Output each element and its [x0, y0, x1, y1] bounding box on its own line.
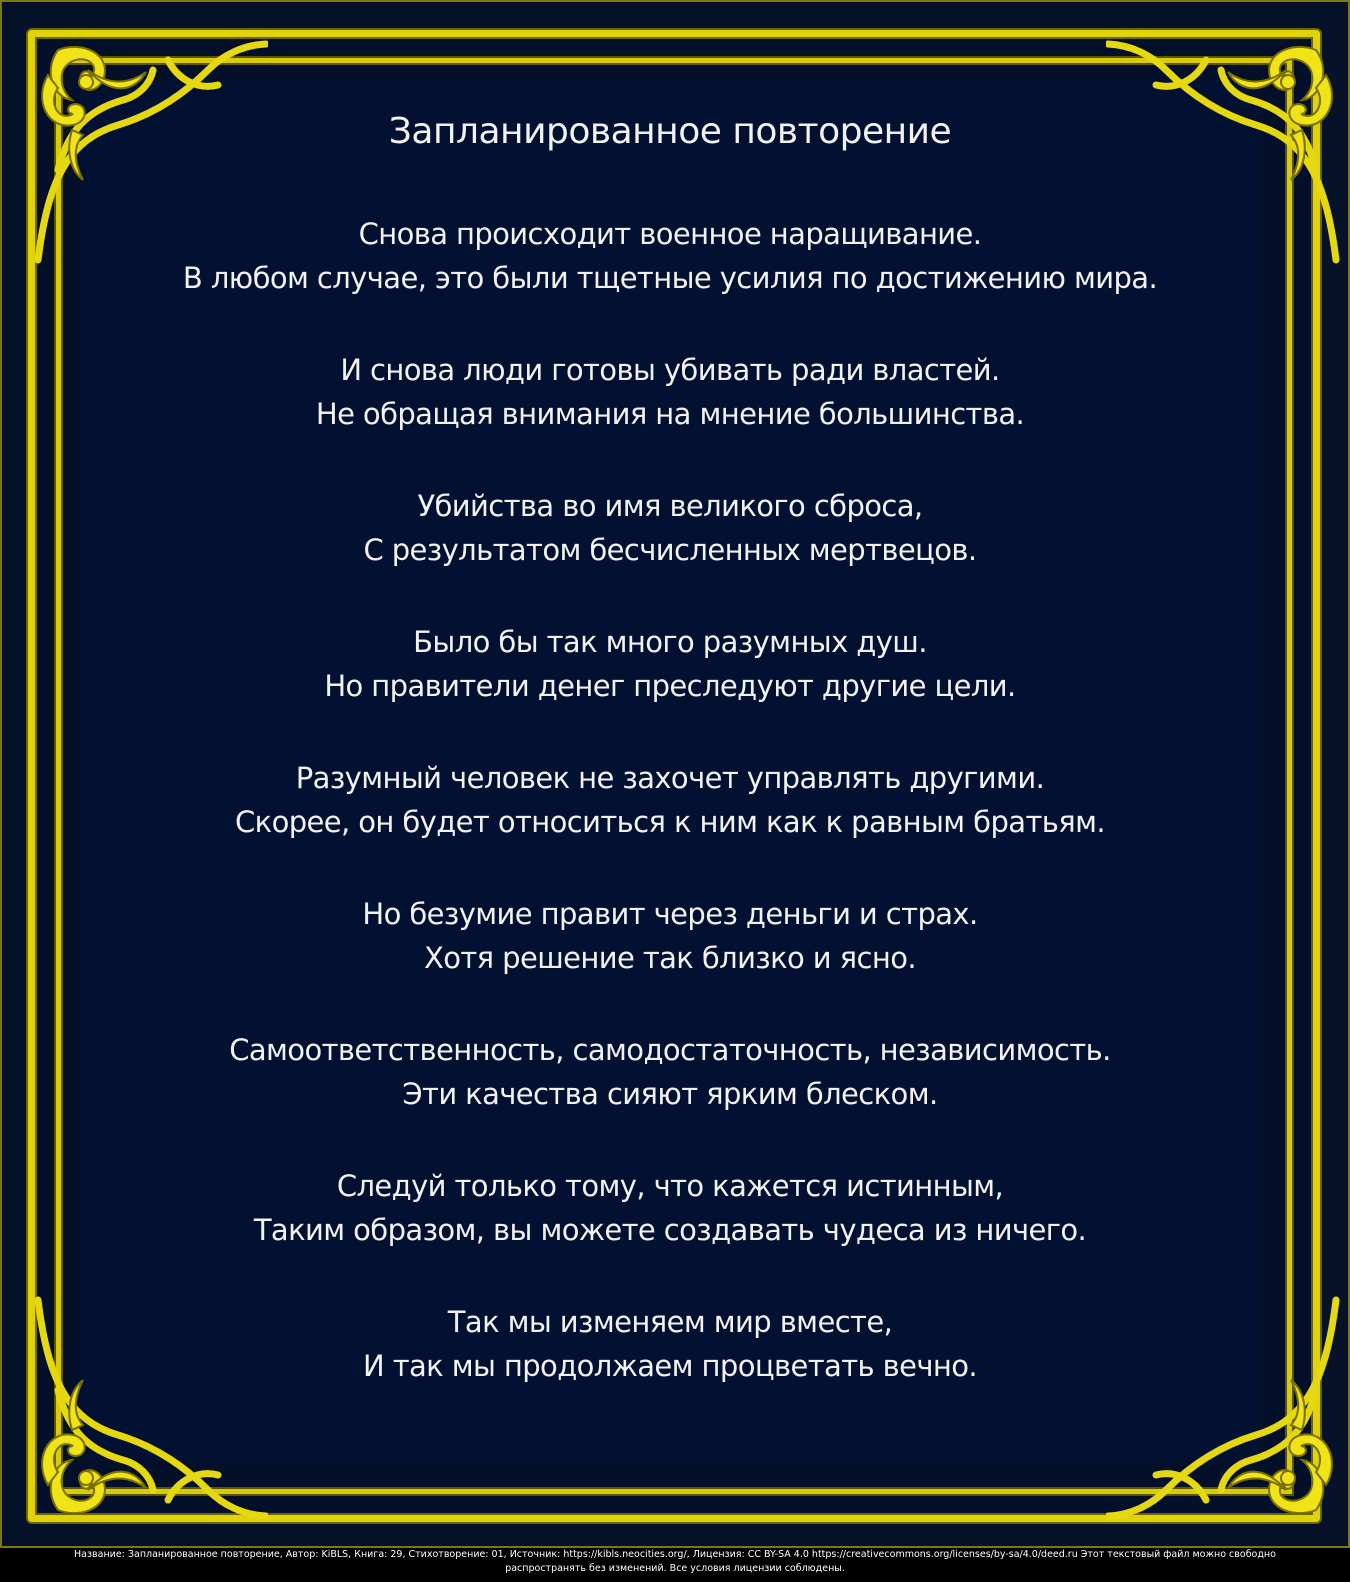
poem-line: Снова происходит военное наращивание.	[358, 217, 982, 251]
footer-line-1: Название: Запланированное повторение, Автор: KiBLS, Книга: 29, Стихотворение: 01, Источник: https://kibls.neocities.org/, Лицензия: CC BY-SA 4.0 https://creativecommons.org/licenses/by-sa/4.0/deed.ru Этот текстовый файл можно свободно	[74, 1549, 1276, 1560]
license-footer	[20, 1548, 1330, 1576]
stanza-7	[100, 1028, 1240, 1116]
poem-line: Таким образом, вы можете создавать чудеса из ничего.	[253, 1213, 1087, 1247]
poem-line: Следуй только тому, что кажется истинным,	[336, 1169, 1004, 1203]
poem-line: В любом случае, это были тщетные усилия по достижению мира.	[182, 261, 1158, 295]
poem-line: Так мы изменяем мир вместе,	[447, 1305, 893, 1339]
stanza-2	[100, 348, 1240, 436]
poem-line: Самоответственность, самодостаточность, независимость.	[229, 1033, 1111, 1067]
poem-line: Убийства во имя великого сброса,	[417, 489, 923, 523]
stanza-3	[100, 484, 1240, 572]
poem-line: С результатом бесчисленных мертвецов.	[363, 533, 977, 567]
poem-line: И так мы продолжаем процветать вечно.	[362, 1349, 978, 1383]
poem-line: Но правители денег преследуют другие цели.	[324, 669, 1016, 703]
poem-title: Запланированное повторение	[388, 111, 952, 152]
poem-line: Скорее, он будет относиться к ним как к равным братьям.	[235, 805, 1105, 839]
footer-line-2: распространять без изменений. Все условия лицензии соблюдены.	[505, 1563, 845, 1574]
stanza-4	[100, 620, 1240, 708]
poem-line: Эти качества сияют ярким блеском.	[402, 1077, 938, 1111]
poem-line: И снова люди готовы убивать ради властей.	[340, 353, 1000, 387]
poem-line: Хотя решение так близко и ясно.	[423, 941, 916, 975]
poem-line: Разумный человек не захочет управлять другими.	[295, 761, 1045, 795]
stanza-9	[100, 1300, 1240, 1388]
poem-line: Было бы так много разумных душ.	[413, 625, 927, 659]
stanza-1	[100, 212, 1240, 300]
poem-line: Но безумие правит через деньги и страх.	[362, 897, 978, 931]
poem	[100, 104, 1240, 1436]
stanza-5	[100, 756, 1240, 844]
poem-line: Не обращая внимания на мнение большинства.	[315, 397, 1025, 431]
stanza-6	[100, 892, 1240, 980]
stanza-8	[100, 1164, 1240, 1252]
